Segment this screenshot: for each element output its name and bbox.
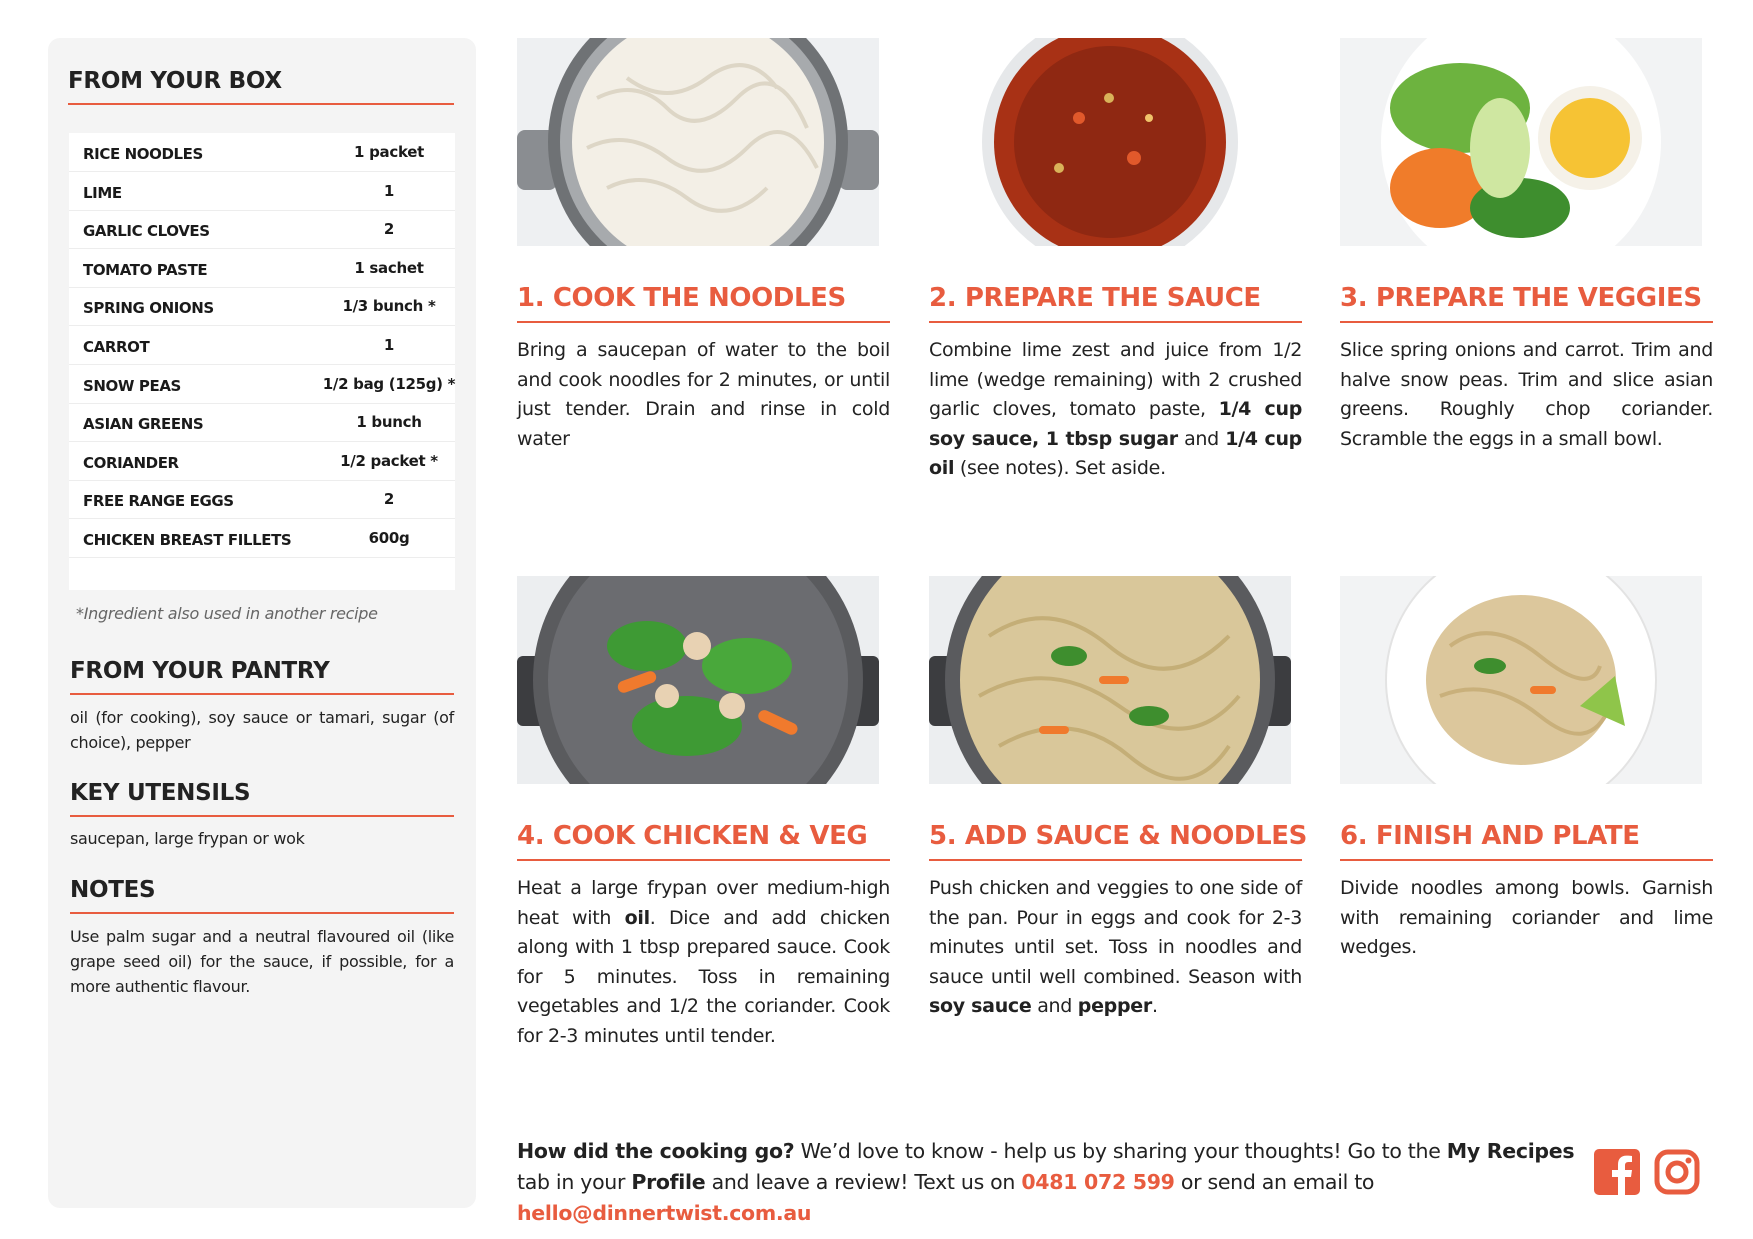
utensils-text: saucepan, large frypan or wok	[70, 829, 305, 848]
ingredient-qty: 1/2 bag (125g) *	[322, 374, 456, 393]
ingredient-qty: 1/2 packet *	[340, 451, 438, 470]
facebook-icon[interactable]	[1594, 1149, 1640, 1195]
step-text-segment: Slice spring onions and carrot. Trim and halve snow peas. Trim and slice asian greens. Roughly chop coriander. Scramble the eggs in a small bowl.	[1340, 339, 1713, 450]
step-5-photo	[929, 576, 1291, 784]
notes-text: Use palm sugar and a neutral flavoured oil (like grape seed oil) for the sauce, if possible, for a more authentic flavour.	[70, 927, 454, 996]
ingredient-qty: 2	[383, 490, 395, 509]
pantry-heading: FROM YOUR PANTRY	[70, 658, 454, 695]
step-text-segment: and	[1031, 995, 1078, 1017]
contact-link[interactable]: 0481 072 599	[1021, 1170, 1175, 1194]
ingredient-qty: 2	[383, 220, 395, 239]
utensils-heading: KEY UTENSILS	[70, 780, 454, 817]
ingredient-row	[69, 519, 455, 558]
instagram-icon[interactable]	[1654, 1149, 1700, 1195]
ingredient-row	[69, 210, 455, 249]
contact-link[interactable]: hello@dinnertwist.com.au	[517, 1201, 812, 1225]
ingredient-qty: 1 packet	[354, 143, 424, 161]
ingredient-name: SPRING ONIONS	[83, 299, 214, 318]
step-1-title: 1. COOK THE NOODLES	[517, 283, 890, 323]
ingredient-name: FREE RANGE EGGS	[83, 492, 234, 511]
ingredient-name: LIME	[83, 183, 122, 202]
from-your-box-heading: FROM YOUR BOX	[68, 68, 454, 105]
step-4-body	[517, 874, 890, 1051]
pantry-text: oil (for cooking), soy sauce or tamari, sugar (of choice), pepper	[70, 708, 454, 752]
step-5-title: 5. ADD SAUCE & NOODLES	[929, 821, 1302, 861]
step-6-title: 6. FINISH AND PLATE	[1340, 821, 1713, 861]
step-text-segment: Combine lime zest and juice from 1/2 lime (wedge remaining) with 2 crushed garlic cloves, tomato paste,	[929, 339, 1302, 420]
footer-text-segment: How did the cooking go?	[517, 1139, 795, 1163]
ingredient-qty: 1/3 bunch *	[342, 297, 436, 316]
step-3-body	[1340, 336, 1713, 454]
ingredient-name: ASIAN GREENS	[83, 415, 204, 434]
step-5-body	[929, 874, 1302, 1022]
ingredient-row	[69, 403, 455, 442]
footer-text-segment: We’d love to know - help us by sharing your thoughts! Go to the	[794, 1139, 1447, 1163]
ingredient-row	[69, 133, 455, 172]
step-text-segment: .	[1151, 995, 1158, 1017]
ingredient-qty: 1	[383, 336, 395, 354]
step-1-photo	[517, 38, 879, 246]
step-4-title: 4. COOK CHICKEN & VEG	[517, 821, 890, 861]
footer-text-segment: Profile	[631, 1170, 706, 1194]
ingredient-name: CORIANDER	[83, 453, 179, 472]
notes-heading: NOTES	[70, 877, 454, 914]
step-text-segment: 1/4 cup oil	[929, 427, 1302, 479]
step-text-segment: Push chicken and veggies to one side of the pan. Pour in eggs and cook for 2-3 minutes until set. Toss in noodles and sauce until well combined. Season with	[929, 877, 1302, 988]
footer-text-segment: tab in your	[517, 1170, 632, 1194]
footer-text-segment: and leave a review! Text us on	[705, 1170, 1022, 1194]
step-text-segment: Bring a saucepan of water to the boil and cook noodles for 2 minutes, or until just tender. Drain and rinse in cold water	[517, 339, 890, 450]
step-text-segment: 1/4 cup soy sauce, 1 tbsp sugar	[929, 398, 1302, 450]
ingredient-name: GARLIC CLOVES	[83, 222, 210, 241]
ingredient-name: RICE NOODLES	[83, 145, 203, 163]
step-3-title: 3. PREPARE THE VEGGIES	[1340, 283, 1713, 323]
step-2-photo	[929, 38, 1291, 246]
ingredient-row	[69, 365, 455, 404]
ingredients-table	[69, 133, 455, 590]
footer-text-segment: My Recipes	[1446, 1139, 1575, 1163]
step-4-photo	[517, 576, 879, 784]
ingredient-row	[69, 326, 455, 365]
step-6-body	[1340, 874, 1713, 963]
ingredient-row	[69, 172, 455, 211]
ingredient-row	[69, 442, 455, 481]
footnote: *Ingredient also used in another recipe	[76, 604, 378, 623]
ingredient-name: SNOW PEAS	[83, 376, 181, 395]
footer-text-segment: or send an email to	[1174, 1170, 1375, 1194]
ingredient-row	[69, 249, 455, 288]
step-text-segment: pepper	[1077, 995, 1152, 1017]
step-2-title: 2. PREPARE THE SAUCE	[929, 283, 1302, 323]
ingredient-row	[69, 480, 455, 519]
step-text-segment: Divide noodles among bowls. Garnish with remaining coriander and lime wedges.	[1340, 877, 1713, 958]
step-text-segment: soy sauce	[929, 995, 1032, 1017]
ingredient-row	[69, 287, 455, 326]
feedback-footer	[517, 1136, 1577, 1229]
step-text-segment: oil	[624, 906, 650, 929]
step-text-segment: (see notes). Set aside.	[954, 457, 1166, 479]
ingredient-qty: 1 bunch	[356, 413, 422, 432]
step-1-body	[517, 336, 890, 454]
step-text-segment: . Dice and add chicken along with 1 tbsp prepared sauce. Cook for 5 minutes. Toss in remaining vegetables and 1/2 the coriander. Cook for 2-3 minutes until tender.	[517, 906, 890, 1047]
step-6-photo	[1340, 576, 1702, 784]
ingredient-name: CHICKEN BREAST FILLETS	[83, 531, 292, 549]
step-text-segment: Heat a large frypan over medium-high heat with	[517, 877, 890, 929]
ingredient-name: CARROT	[83, 338, 150, 356]
step-3-photo	[1340, 38, 1702, 246]
ingredient-qty: 1	[383, 181, 395, 200]
ingredient-qty: 600g	[368, 529, 410, 547]
step-text-segment: and	[1177, 427, 1226, 450]
step-2-body	[929, 336, 1302, 484]
ingredient-name: TOMATO PASTE	[83, 260, 208, 279]
ingredient-qty: 1 sachet	[354, 258, 424, 277]
ingredients-sidebar	[48, 38, 476, 1208]
